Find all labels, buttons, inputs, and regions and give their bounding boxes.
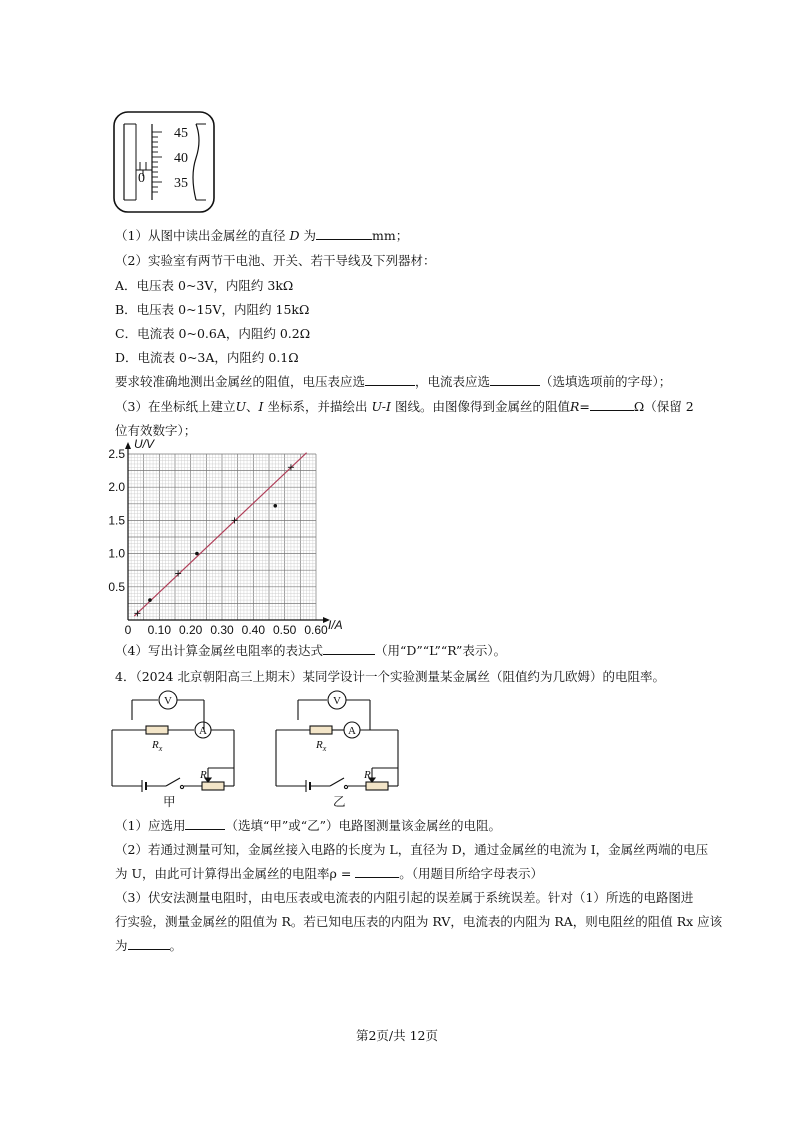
q2-req-text-a: 要求较准确地测出金属丝的阻值，电压表应选 [115, 374, 366, 389]
y-tick-label: 2.0 [108, 480, 125, 495]
micrometer-label-35: 35 [174, 176, 188, 191]
micrometer-figure [112, 110, 216, 214]
p4-q3-line1: （3）伏安法测量电阻时，由电压表或电流表的内阻引起的误差属于系统误差。针对（1）所选的电路图进 [115, 890, 694, 905]
micrometer-label-45: 45 [174, 126, 188, 141]
q2-intro: （2）实验室有两节干电池、开关、若干导线及下列器材： [115, 253, 436, 268]
u-i-chart [100, 436, 360, 636]
q3-text-c: 坐标系，并描绘出 [267, 399, 368, 414]
q1-text-b: 为 [303, 228, 316, 243]
ammeter-symbol-jia: A [199, 725, 207, 737]
p4-q3-line2: 行实验，测量金属丝的阻值为 R。若已知电压表的内阻为 RV，电流表的内阻为 RA，则电阻丝的阻值 Rx 应该 [115, 914, 723, 929]
resistivity-blank[interactable] [323, 653, 375, 655]
q1-line [115, 226, 408, 244]
p4-q2-line2 [115, 864, 543, 882]
x-tick-label: 0.10 [147, 623, 172, 636]
x-tick-label: 0.20 [178, 623, 203, 636]
p4-q3-text-b: 。 [169, 938, 183, 953]
q2-req-text-b: ，电流表应选 [415, 374, 491, 389]
option-c: C．电流表 0~0.6A，内阻约 0.2Ω [115, 326, 311, 341]
y-tick-label: 1.0 [108, 546, 125, 561]
option-b: B．电压表 0~15V，内阻约 15kΩ [115, 302, 310, 317]
option-a: A．电压表 0~3V，内阻约 3kΩ [115, 278, 294, 293]
p4-q2-text-a: 为 U，由此可计算得出金属丝的电阻率ρ = [115, 866, 352, 881]
q4-text: （4）写出计算金属丝电阻率的表达式 [115, 643, 323, 658]
x-tick-label: 0.30 [210, 623, 234, 636]
data-point [148, 598, 152, 602]
rx-label-yi: $R_x$ [316, 739, 327, 753]
micrometer-main-zero: 0 [138, 171, 145, 186]
q1-text: （1）从图中读出金属丝的直径 [115, 228, 286, 243]
data-point [195, 552, 199, 556]
circuit-label-yi: 乙 [333, 795, 346, 809]
y-tick-label: 1.5 [108, 513, 125, 528]
q3-line2: 位有效数字）； [115, 423, 197, 438]
q4-line [115, 641, 506, 659]
p4-q1 [115, 816, 501, 834]
q4-hint: （用“D”“L”“R”表示）。 [374, 643, 507, 658]
chart-tick-labels [108, 447, 328, 636]
rheostat-label-yi: R [364, 769, 371, 781]
voltmeter-symbol-yi: V [333, 695, 341, 707]
p4-q3-text-a: 为 [115, 938, 128, 953]
x-tick-label: 0.50 [272, 623, 297, 636]
q1-unit: mm； [371, 228, 409, 243]
q2-requirement [115, 372, 671, 390]
p4-q2-text-b: 。（用题目所给字母表示） [399, 866, 544, 881]
p4-q1-text-b: （选填“甲”或“乙”）电路图测量该金属丝的电阻。 [225, 818, 502, 833]
q3-text-b: 、 [246, 399, 259, 414]
resistivity-expression-blank[interactable] [355, 876, 399, 878]
rheostat-label-jia: R [200, 769, 207, 781]
q1-blank[interactable] [316, 238, 372, 240]
resistance-blank[interactable] [590, 409, 634, 411]
rx-label-jia: $R_x$ [152, 739, 163, 753]
ammeter-blank[interactable] [490, 384, 540, 386]
voltmeter-symbol-jia: V [164, 695, 172, 707]
option-d: D．电流表 0~3A，内阻约 0.1Ω [115, 350, 299, 365]
rx-value-blank[interactable] [128, 948, 170, 950]
chart-y-axis-label: U/V [134, 437, 155, 451]
micrometer-label-40: 40 [174, 151, 188, 166]
q3-text-f: Ω（保留 2 [633, 399, 694, 414]
y-axis-arrow [125, 442, 131, 449]
q3-text-d: 图线。由图像得到金属丝的阻值 [394, 399, 570, 414]
circuit-diagrams [108, 686, 418, 810]
p4-q3-line3 [115, 936, 182, 954]
x-tick-label: 0 [124, 623, 132, 636]
x-tick-label: 0.40 [241, 623, 266, 636]
chart-x-axis-label: I/A [328, 618, 343, 632]
q3-line1: （3）在坐标纸上建立U、I 坐标系，并描绘出 U-I 图线。由图像得到金属丝的阻值R= Ω（保留 2 [115, 399, 694, 414]
q2-req-text-c: （选填选项前的字母）； [540, 374, 672, 389]
y-tick-label: 2.5 [108, 447, 125, 461]
q3-text-a: （3）在坐标纸上建立 [115, 399, 236, 414]
circuit-choice-blank[interactable] [185, 828, 225, 830]
data-point [273, 504, 277, 508]
p4-q1-text-a: （1）应选用 [115, 818, 186, 833]
problem4-header: 4．（2024 北京朝阳高三上期末）某同学设计一个实验测量某金属丝（阻值约为几欧姆）的电阻率。 [115, 669, 665, 684]
circuit-label-jia: 甲 [163, 795, 176, 809]
page-footer: 第2页/共 12页 [355, 1028, 439, 1043]
y-tick-label: 0.5 [108, 579, 125, 594]
x-tick-label: 0.60 [304, 623, 328, 636]
q3-text-e: = [579, 399, 590, 414]
p4-q2-line1: （2）若通过测量可知，金属丝接入电路的长度为 L，直径为 D，通过金属丝的电流为 I，金属丝两端的电压 [115, 842, 709, 857]
circuit-jia [112, 691, 234, 792]
voltmeter-blank[interactable] [365, 384, 415, 386]
ammeter-symbol-yi: A [348, 725, 356, 737]
q1-var: D [289, 228, 300, 243]
